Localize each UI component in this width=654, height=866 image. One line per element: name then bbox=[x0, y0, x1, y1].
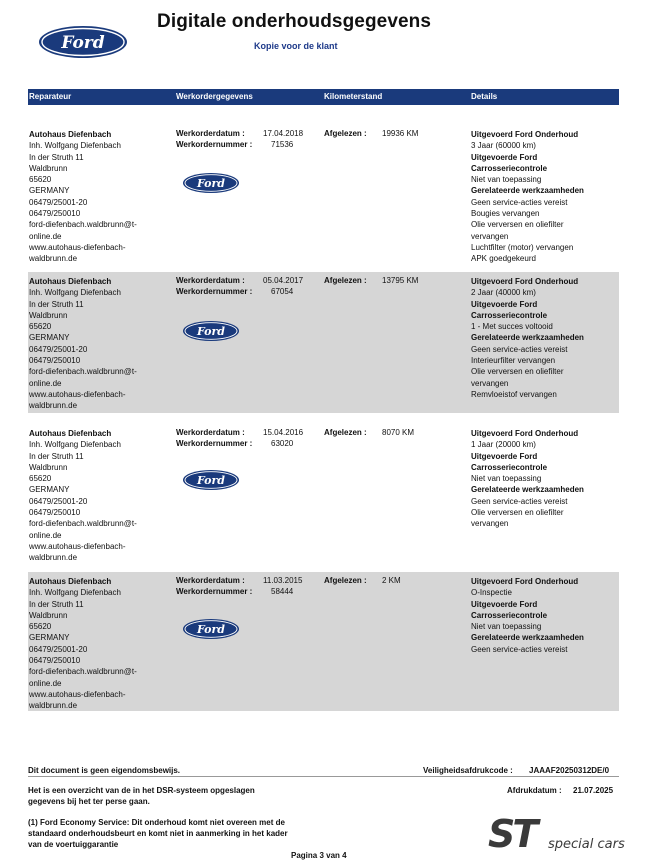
detail-line: Uitgevoerde Ford bbox=[471, 152, 538, 162]
footer-security-code: JAAAF20250312DE/0 bbox=[529, 766, 610, 775]
dealer-line: ford-diefenbach.waldbrunn@t- bbox=[29, 220, 137, 230]
maintenance-entry bbox=[28, 125, 619, 267]
afgelezen-label: Afgelezen : bbox=[324, 576, 367, 585]
footer-note-1: (1) Ford Economy Service: Dit onderhoud komt niet overeen met de bbox=[28, 818, 285, 827]
ford-logo-text: Ford bbox=[61, 33, 105, 53]
detail-line: Gerelateerde werkzaamheden bbox=[471, 485, 584, 495]
dealer-line: 65620 bbox=[29, 474, 52, 484]
detail-line: Geen service-acties vereist bbox=[471, 496, 568, 506]
detail-line: Carrosseriecontrole bbox=[471, 610, 548, 620]
page-number: Pagina 3 van 4 bbox=[291, 851, 347, 860]
werkordernummer-label: Werkordernummer : bbox=[176, 439, 253, 448]
dealer-line: Waldbrunn bbox=[29, 462, 68, 472]
afgelezen-label: Afgelezen : bbox=[324, 276, 367, 285]
footer-note-3: van de voertuiggarantie bbox=[28, 840, 119, 849]
dealer-line: Inh. Wolfgang Diefenbach bbox=[29, 288, 121, 298]
dealer-line: ford-diefenbach.waldbrunn@t- bbox=[29, 367, 137, 377]
detail-line: Niet van toepassing bbox=[471, 622, 542, 632]
detail-line: Uitgevoerd Ford Onderhoud bbox=[471, 429, 579, 438]
special-cars-logo bbox=[486, 814, 642, 854]
detail-line: Geen service-acties vereist bbox=[471, 344, 568, 354]
detail-line: vervangen bbox=[471, 231, 509, 241]
ford-mini-logo-text: Ford bbox=[196, 325, 226, 338]
ford-mini-logo bbox=[182, 469, 240, 491]
afgelezen-label: Afgelezen : bbox=[324, 428, 367, 437]
detail-line: Carrosseriecontrole bbox=[471, 163, 548, 173]
dealer-line: GERMANY bbox=[29, 333, 70, 343]
dealer-line: ford-diefenbach.waldbrunn@t- bbox=[29, 667, 137, 677]
detail-line: Olie verversen en oliefilter bbox=[471, 508, 564, 518]
dealer-name: Autohaus Diefenbach bbox=[29, 429, 112, 438]
werkorderdatum-label: Werkorderdatum : bbox=[176, 428, 245, 437]
footer-divider bbox=[28, 776, 619, 777]
service-details bbox=[471, 276, 584, 400]
detail-line: Carrosseriecontrole bbox=[471, 310, 548, 320]
werkorderdatum-label: Werkorderdatum : bbox=[176, 276, 245, 285]
dealer-line: 06479/250010 bbox=[29, 356, 81, 366]
col-werkordergegevens: Werkordergegevens bbox=[176, 92, 253, 101]
dealer-line: 65620 bbox=[29, 175, 52, 185]
dealer-line: 06479/25001-20 bbox=[29, 644, 88, 654]
dealer-info bbox=[29, 576, 137, 712]
detail-line: Olie verversen en oliefilter bbox=[471, 367, 564, 377]
service-details bbox=[471, 576, 584, 655]
dealer-line: 06479/250010 bbox=[29, 508, 81, 518]
werkordernummer-value: 71536 bbox=[271, 140, 294, 149]
dealer-line: GERMANY bbox=[29, 633, 70, 643]
dealer-info bbox=[29, 129, 137, 265]
dealer-line: Inh. Wolfgang Diefenbach bbox=[29, 588, 121, 598]
dealer-line: waldbrunn.de bbox=[29, 701, 78, 711]
detail-line: Gerelateerde werkzaamheden bbox=[471, 633, 584, 643]
werkordernummer-label: Werkordernummer : bbox=[176, 587, 253, 596]
dealer-line: Inh. Wolfgang Diefenbach bbox=[29, 141, 121, 151]
dealer-info bbox=[29, 428, 137, 564]
ford-mini-logo-text: Ford bbox=[196, 623, 226, 636]
dealer-line: GERMANY bbox=[29, 485, 70, 495]
werkordernummer-value: 58444 bbox=[271, 587, 294, 596]
werkorderdatum-value: 11.03.2015 bbox=[263, 576, 303, 585]
detail-line: Uitgevoerde Ford bbox=[471, 299, 538, 309]
dealer-line: online.de bbox=[29, 530, 62, 540]
dealer-line: 65620 bbox=[29, 622, 52, 632]
detail-line: Carrosseriecontrole bbox=[471, 462, 548, 472]
dealer-line: Waldbrunn bbox=[29, 310, 68, 320]
detail-line: Niet van toepassing bbox=[471, 474, 542, 484]
dealer-line: ford-diefenbach.waldbrunn@t- bbox=[29, 519, 137, 529]
werkordernummer-value: 67054 bbox=[271, 287, 294, 296]
dealer-line: www.autohaus-diefenbach- bbox=[29, 389, 126, 399]
werkordernummer-label: Werkordernummer : bbox=[176, 287, 253, 296]
dealer-line: Inh. Wolfgang Diefenbach bbox=[29, 440, 121, 450]
werkorderdatum-label: Werkorderdatum : bbox=[176, 129, 245, 138]
dealer-line: In der Struth 11 bbox=[29, 299, 84, 309]
detail-line: 1 Jaar (20000 km) bbox=[471, 440, 536, 450]
werkorderdatum-label: Werkorderdatum : bbox=[176, 576, 245, 585]
footer-no-title: Dit document is geen eigendomsbewijs. bbox=[28, 766, 181, 775]
ford-mini-logo bbox=[182, 618, 240, 640]
maintenance-entry bbox=[28, 424, 619, 565]
dealer-line: Waldbrunn bbox=[29, 610, 68, 620]
dealer-line: www.autohaus-diefenbach- bbox=[29, 242, 126, 252]
detail-line: Interieurfilter vervangen bbox=[471, 356, 556, 366]
col-kilometerstand: Kilometerstand bbox=[324, 92, 383, 101]
ford-mini-logo-text: Ford bbox=[196, 177, 226, 190]
footer-note-2: standaard onderhoudsbeurt en komt niet in aanmerking in het kader bbox=[28, 829, 288, 838]
table-header bbox=[28, 89, 619, 105]
col-details: Details bbox=[471, 92, 498, 101]
dealer-line: Waldbrunn bbox=[29, 163, 68, 173]
footer-print-date: 21.07.2025 bbox=[573, 786, 614, 795]
page-title: Digitale onderhoudsgegevens bbox=[157, 11, 432, 32]
werkordernummer-label: Werkordernummer : bbox=[176, 140, 253, 149]
detail-line: vervangen bbox=[471, 519, 509, 529]
dealer-line: waldbrunn.de bbox=[29, 553, 78, 563]
dealer-line: GERMANY bbox=[29, 186, 70, 196]
maintenance-entry bbox=[28, 572, 619, 711]
mileage-value: 13795 KM bbox=[382, 276, 419, 285]
detail-line: 1 - Met succes voltooid bbox=[471, 322, 553, 332]
ford-mini-logo bbox=[182, 320, 240, 342]
page-subtitle: Kopie voor de klant bbox=[254, 41, 338, 51]
ford-logo bbox=[38, 25, 128, 59]
dealer-name: Autohaus Diefenbach bbox=[29, 130, 112, 139]
dealer-line: 06479/25001-20 bbox=[29, 197, 88, 207]
ford-mini-logo bbox=[182, 172, 240, 194]
service-details bbox=[471, 428, 584, 530]
st-logo-sub: special cars bbox=[548, 837, 625, 852]
dealer-name: Autohaus Diefenbach bbox=[29, 277, 112, 286]
detail-line: Remvloeistof vervangen bbox=[471, 389, 557, 399]
detail-line: vervangen bbox=[471, 378, 509, 388]
werkorderdatum-value: 05.04.2017 bbox=[263, 276, 304, 285]
dealer-line: 06479/25001-20 bbox=[29, 344, 88, 354]
detail-line: 3 Jaar (60000 km) bbox=[471, 141, 536, 151]
detail-line: Uitgevoerd Ford Onderhoud bbox=[471, 130, 579, 139]
maintenance-entry bbox=[28, 272, 619, 413]
footer-print-label: Afdrukdatum : bbox=[507, 786, 562, 795]
detail-line: Niet van toepassing bbox=[471, 175, 542, 185]
dealer-line: online.de bbox=[29, 231, 62, 241]
detail-line: Geen service-acties vereist bbox=[471, 197, 568, 207]
dealer-name: Autohaus Diefenbach bbox=[29, 577, 112, 586]
dealer-line: www.autohaus-diefenbach- bbox=[29, 541, 126, 551]
detail-line: Olie verversen en oliefilter bbox=[471, 220, 564, 230]
dealer-line: online.de bbox=[29, 678, 62, 688]
detail-line: Luchtfilter (motor) vervangen bbox=[471, 242, 574, 252]
footer-overview-2: gegevens bij het ter perse gaan. bbox=[28, 797, 150, 806]
dealer-line: waldbrunn.de bbox=[29, 401, 78, 411]
dealer-line: In der Struth 11 bbox=[29, 599, 84, 609]
footer-overview-1: Het is een overzicht van de in het DSR-systeem opgeslagen bbox=[28, 786, 255, 795]
dealer-line: waldbrunn.de bbox=[29, 254, 78, 264]
detail-line: Uitgevoerd Ford Onderhoud bbox=[471, 277, 579, 286]
dealer-line: 06479/250010 bbox=[29, 209, 81, 219]
detail-line: Gerelateerde werkzaamheden bbox=[471, 333, 584, 343]
detail-line: O-Inspectie bbox=[471, 588, 512, 598]
detail-line: Uitgevoerde Ford bbox=[471, 599, 538, 609]
detail-line: APK goedgekeurd bbox=[471, 254, 536, 264]
dealer-line: In der Struth 11 bbox=[29, 152, 84, 162]
detail-line: Geen service-acties vereist bbox=[471, 644, 568, 654]
footer-security-label: Veiligheidsafdrukcode : bbox=[423, 766, 513, 775]
mileage-value: 2 KM bbox=[382, 576, 401, 585]
werkorderdatum-value: 15.04.2016 bbox=[263, 428, 304, 437]
detail-line: Uitgevoerd Ford Onderhoud bbox=[471, 577, 579, 586]
service-details bbox=[471, 129, 584, 265]
detail-line: Uitgevoerde Ford bbox=[471, 451, 538, 461]
dealer-line: 65620 bbox=[29, 322, 52, 332]
werkordernummer-value: 63020 bbox=[271, 439, 294, 448]
afgelezen-label: Afgelezen : bbox=[324, 129, 367, 138]
mileage-value: 8070 KM bbox=[382, 428, 415, 437]
dealer-line: www.autohaus-diefenbach- bbox=[29, 689, 126, 699]
detail-line: Gerelateerde werkzaamheden bbox=[471, 186, 584, 196]
ford-mini-logo-text: Ford bbox=[196, 474, 226, 487]
dealer-line: online.de bbox=[29, 378, 62, 388]
dealer-info bbox=[29, 276, 137, 412]
mileage-value: 19936 KM bbox=[382, 129, 419, 138]
dealer-line: 06479/25001-20 bbox=[29, 496, 88, 506]
werkorderdatum-value: 17.04.2018 bbox=[263, 129, 304, 138]
detail-line: Bougies vervangen bbox=[471, 209, 540, 219]
dealer-line: 06479/250010 bbox=[29, 656, 81, 666]
col-reparateur: Reparateur bbox=[29, 92, 72, 101]
detail-line: 2 Jaar (40000 km) bbox=[471, 288, 536, 298]
st-logo-main: ST bbox=[488, 814, 536, 854]
dealer-line: In der Struth 11 bbox=[29, 451, 84, 461]
